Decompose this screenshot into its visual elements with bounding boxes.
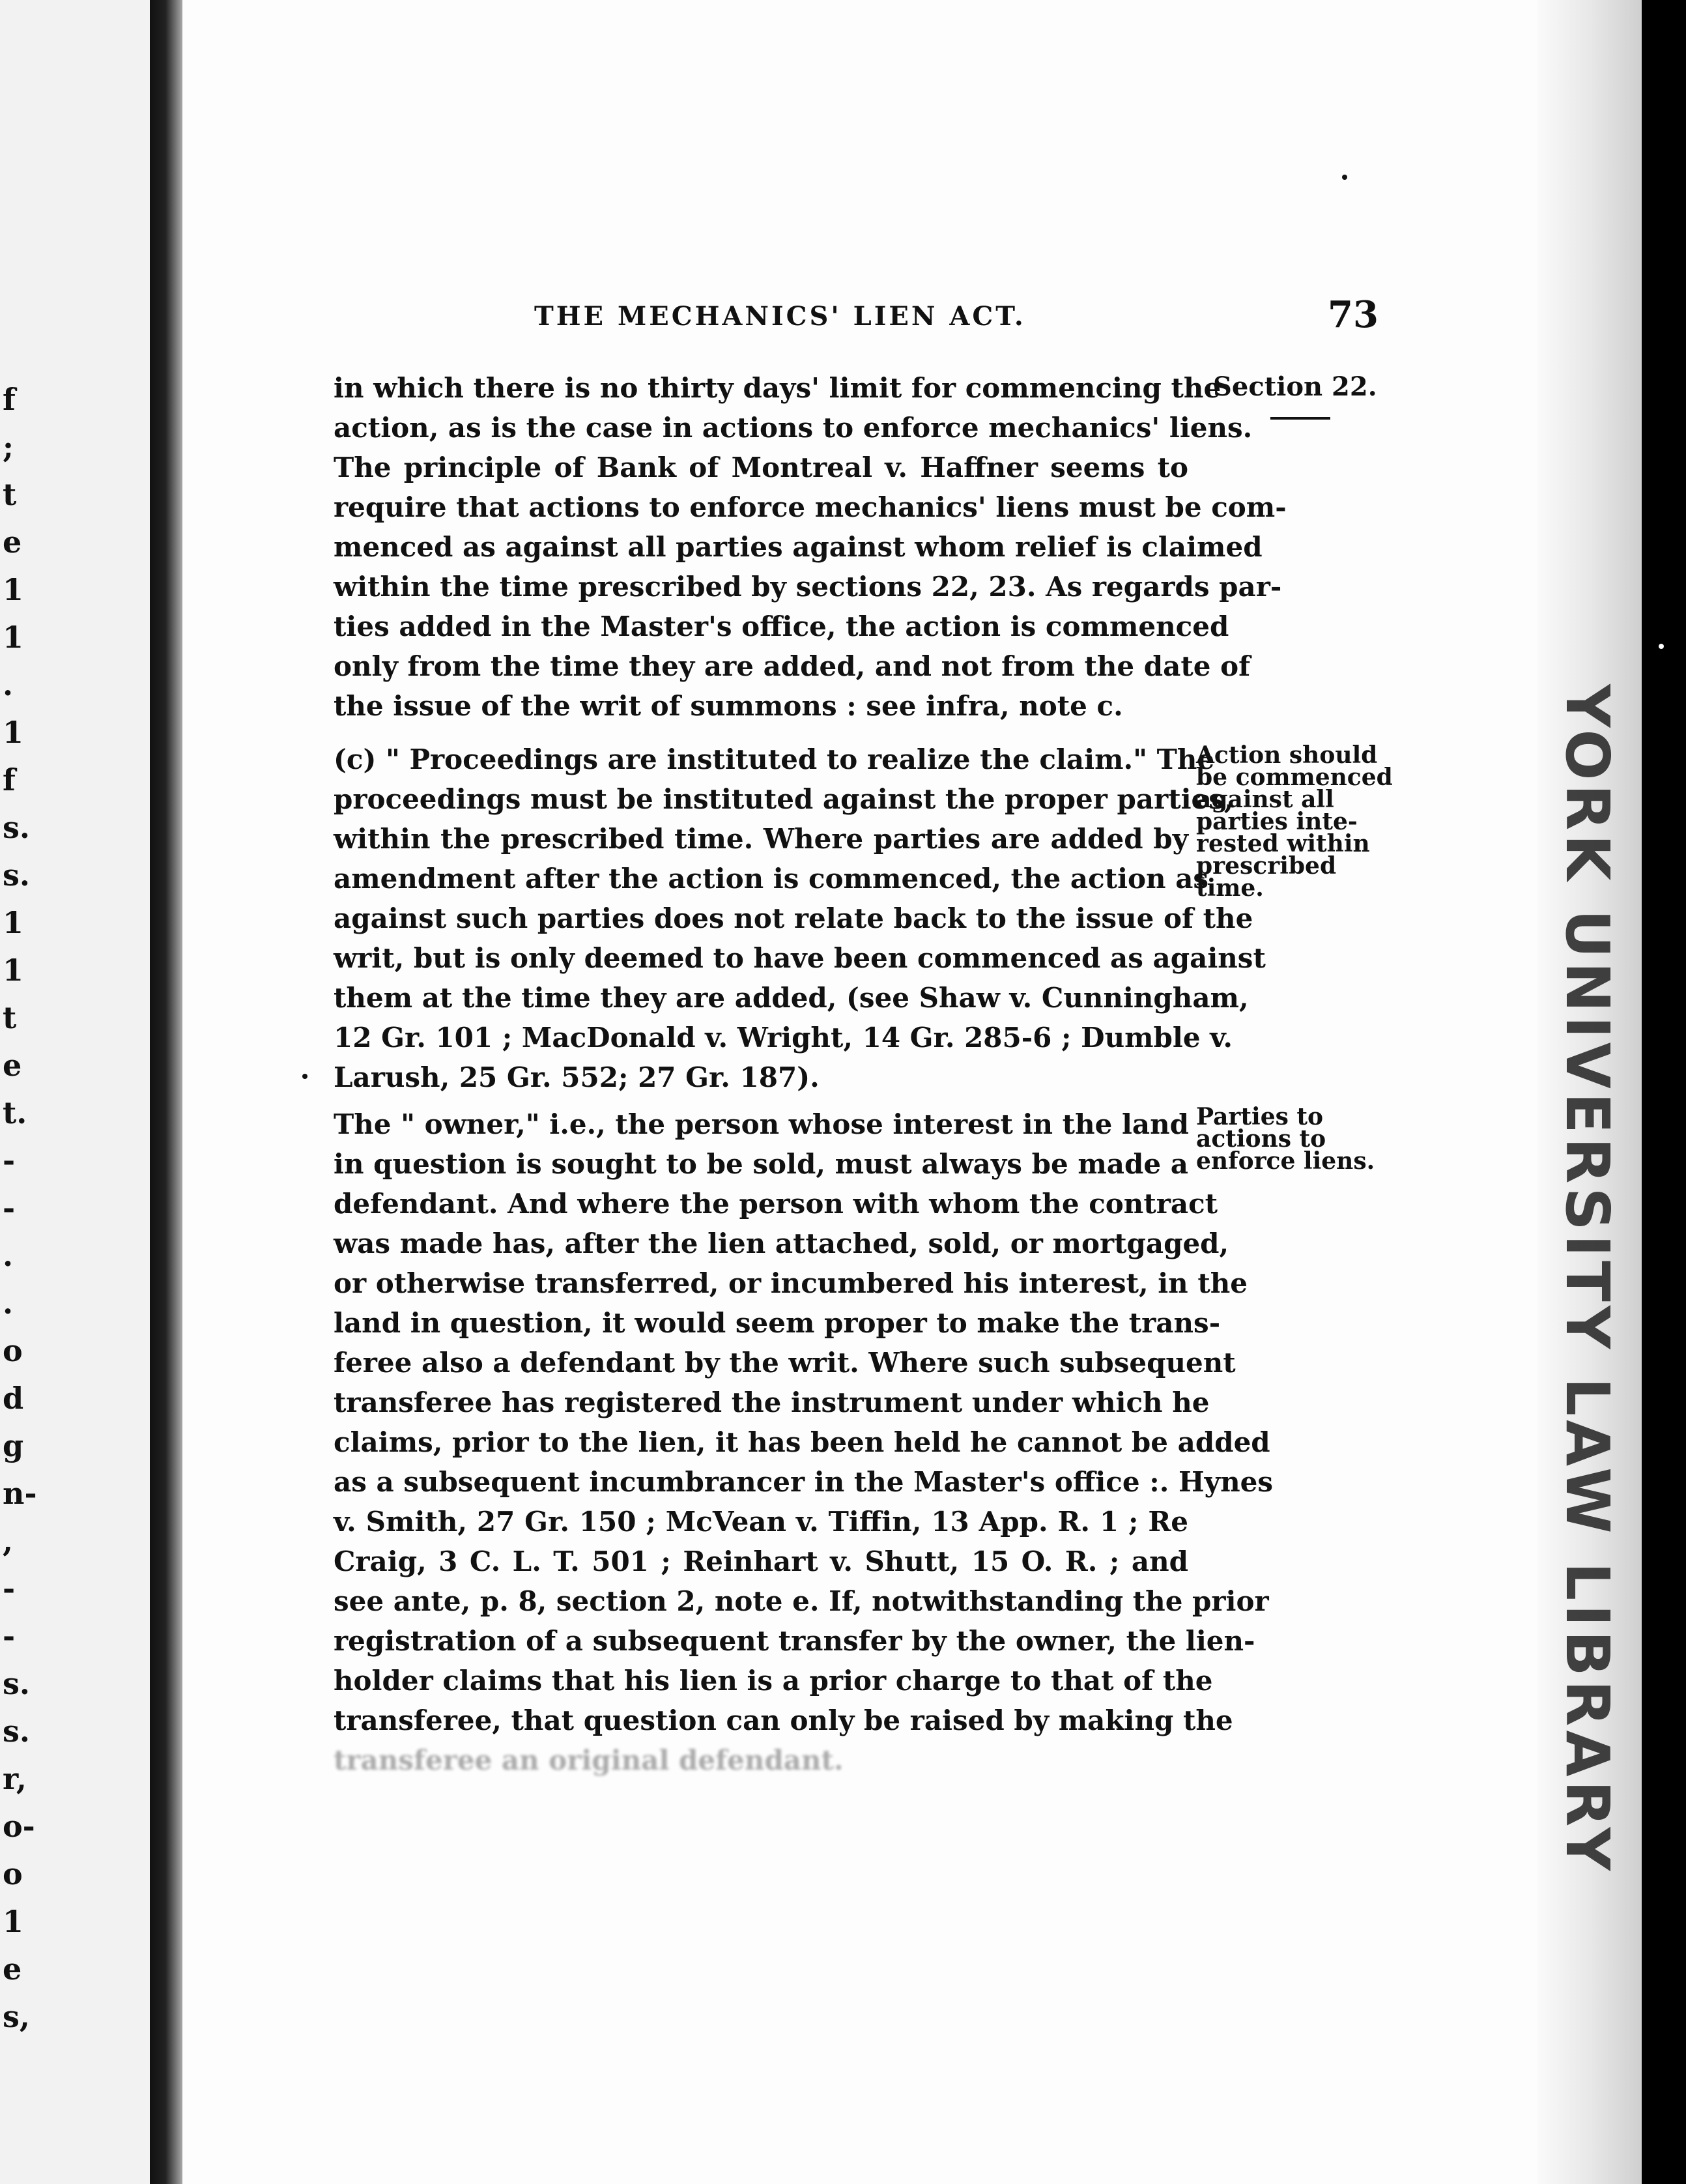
facing-page-fragment: , — [3, 1523, 14, 1559]
text-line: ties added in the Master's office, the action is commenced — [334, 611, 1229, 642]
text-line: in which there is no thirty days' limit for commencing the — [334, 372, 1222, 404]
facing-page-fragment: ; — [3, 429, 14, 465]
margin-note-line: time. — [1196, 874, 1264, 902]
text-line: proceedings must be instituted against the proper parties, — [334, 783, 1234, 815]
text-line: v. Smith, 27 Gr. 150 ; McVean v. Tiffin, 13 App. R. 1 ; Re — [334, 1506, 1188, 1538]
margin-note-line: rested within — [1196, 830, 1370, 857]
text-line: only from the time they are added, and not from the date of — [334, 650, 1251, 682]
text-line: land in question, it would seem proper to make the trans- — [334, 1307, 1221, 1339]
speck — [1659, 644, 1664, 649]
facing-page-fragment: - — [3, 1143, 16, 1178]
text-line: was made has, after the lien attached, sold, or mortgaged, — [334, 1228, 1229, 1259]
text-line: registration of a subsequent transfer by the owner, the lien- — [334, 1625, 1255, 1657]
margin-note-line: actions to — [1196, 1125, 1326, 1153]
text-line: Larush, 25 Gr. 552; 27 Gr. 187). — [334, 1061, 820, 1093]
text-line: amendment after the action is commenced, the action as — [334, 863, 1209, 895]
text-line: them at the time they are added, (see Shaw v. Cunningham, — [334, 982, 1249, 1014]
text-line: the issue of the writ of summons : see infra, note c. — [334, 690, 1123, 722]
speck — [1342, 175, 1347, 180]
facing-page-fragment: . — [3, 1238, 14, 1273]
facing-page-fragment: - — [3, 1190, 16, 1226]
margin-note-parties — [1196, 1103, 1375, 1175]
margin-note-line: enforce liens. — [1196, 1147, 1375, 1175]
text-line: in question is sought to be sold, must always be made a — [334, 1148, 1188, 1180]
facing-page-fragment: n- — [3, 1476, 37, 1511]
margin-note-line: Action should — [1196, 741, 1378, 769]
facing-page-fragment: f — [3, 762, 16, 797]
facing-page-edge — [0, 0, 150, 2184]
library-stamp: YORK UNIVERSITY LAW LIBRARY — [1552, 684, 1622, 1875]
facing-page-fragment: r, — [3, 1761, 27, 1796]
facing-page-fragment: . — [3, 1286, 14, 1321]
text-line: against such parties does not relate back to the issue of the — [334, 902, 1253, 934]
scan-border — [1642, 0, 1686, 2184]
facing-page-fragment: s. — [3, 857, 30, 893]
speck — [302, 1074, 307, 1079]
facing-page-fragment: g — [3, 1428, 24, 1463]
page-number: 73 — [1328, 293, 1379, 336]
text-line: within the prescribed time. Where parties are added by — [334, 823, 1188, 855]
text-line: feree also a defendant by the writ. Where such subsequent — [334, 1347, 1236, 1379]
text-line: or otherwise transferred, or incumbered his interest, in the — [334, 1267, 1248, 1299]
facing-page-fragment: 1 — [3, 620, 24, 655]
text-line: see ante, p. 8, section 2, note e. If, notwithstanding the prior — [334, 1585, 1269, 1617]
facing-page-fragment: t — [3, 1000, 17, 1035]
text-line: The " owner," i.e., the person whose interest in the land — [334, 1108, 1190, 1140]
margin-note-line: against all — [1196, 786, 1334, 813]
text-line: require that actions to enforce mechanics' liens must be com- — [334, 491, 1287, 523]
margin-note-section: Section 22. — [1213, 371, 1377, 402]
text-line: (c) " Proceedings are instituted to realize the claim." The — [334, 743, 1215, 775]
text-line: action, as is the case in actions to enforce mechanics' liens. — [334, 412, 1253, 444]
facing-page-fragment: e — [3, 1951, 22, 1987]
text-line: defendant. And where the person with whom the contract — [334, 1188, 1218, 1220]
facing-page-fragment: t. — [3, 1095, 27, 1130]
text-line: claims, prior to the lien, it has been held he cannot be added — [334, 1426, 1270, 1458]
section-rule — [1270, 417, 1330, 420]
text-line: transferee has registered the instrument under which he — [334, 1387, 1210, 1418]
facing-page-fragment: - — [3, 1571, 16, 1606]
facing-page-fragment: o — [3, 1333, 23, 1368]
margin-note-line: Parties to — [1196, 1103, 1324, 1130]
text-line: 12 Gr. 101 ; MacDonald v. Wright, 14 Gr. 285-6 ; Dumble v. — [334, 1022, 1233, 1054]
facing-page-fragment: s. — [3, 1714, 30, 1749]
text-line: transferee an original defendant. — [334, 1744, 844, 1776]
facing-page-fragment: t — [3, 477, 17, 512]
text-line: as a subsequent incumbrancer in the Master's office :. Hynes — [334, 1466, 1273, 1498]
facing-page-fragment: o — [3, 1856, 23, 1891]
facing-page-fragment: 1 — [3, 953, 24, 988]
facing-page-fragment: 1 — [3, 572, 24, 607]
facing-page-fragment: e — [3, 1048, 22, 1083]
facing-page-fragment: . — [3, 667, 14, 702]
facing-page-fragment: - — [3, 1618, 16, 1654]
facing-page-fragment: 1 — [3, 1904, 24, 1939]
facing-page-fragment: d — [3, 1381, 24, 1416]
text-line: menced as against all parties against whom relief is claimed — [334, 531, 1263, 563]
text-line: The principle of Bank of Montreal v. Haffner seems to — [334, 452, 1188, 483]
paragraph-1 — [334, 368, 1287, 726]
facing-page-fragment: s. — [3, 1666, 30, 1701]
running-title: THE MECHANICS' LIEN ACT. — [534, 301, 1026, 332]
text-line: Craig, 3 C. L. T. 501 ; Reinhart v. Shutt, 15 O. R. ; and — [334, 1545, 1188, 1577]
text-line: within the time prescribed by sections 22, 23. As regards par- — [334, 571, 1282, 603]
facing-page-fragment: o- — [3, 1809, 35, 1844]
facing-page-fragment: f — [3, 382, 16, 417]
facing-page-fragment: 1 — [3, 905, 24, 940]
text-line: holder claims that his lien is a prior charge to that of the — [334, 1665, 1213, 1697]
margin-note-line: prescribed — [1196, 852, 1337, 880]
facing-page-fragment: s. — [3, 810, 30, 845]
facing-page-fragment: 1 — [3, 715, 24, 750]
text-line: writ, but is only deemed to have been commenced as against — [334, 942, 1266, 974]
margin-note-line: be commenced — [1196, 764, 1393, 791]
text-line: transferee, that question can only be raised by making the — [334, 1704, 1233, 1736]
facing-page-fragment: s, — [3, 1999, 30, 2034]
margin-note-line: parties inte- — [1196, 808, 1358, 835]
margin-note-action-commenced — [1196, 741, 1393, 902]
facing-page-fragment: e — [3, 524, 22, 560]
